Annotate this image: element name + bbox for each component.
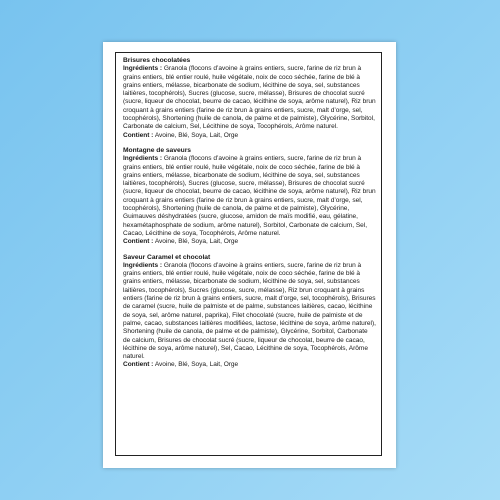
contains-text: Avoine, Blé, Soya, Lait, Orge [154, 361, 239, 369]
contains-label: Contient : [123, 238, 154, 246]
contains-text: Avoine, Blé, Soya, Lait, Orge [154, 131, 239, 139]
ingredients-text: Granola (flocons d’avoine à grains entiers, sucre, farine de riz brun à grains entiers, blé entier roulé, huile végétale, noix de coco séchée, farine de blé à grains entiers, mélasse, bicarbonate de sodium, lécithine de soya, sel, substances laitières, tocophérols), Sucres (glucose, sucre, mélasse), Brisures de chocolat sucré (sucre, liqueur de chocolat, beurre de cacao, lécithine de soya, arôme naturel), Riz brun croquant à grains entiers (farine de riz brun à grains entiers, sucre, malt d’orge, sel, tocophérols), Shortening (huile de canola, de palme et de palmiste), Glycérine, Sorbitol, Carbonate de calcium, Sel, Lécithine de soya, Tocophérols, Arôme naturel. [123, 65, 376, 131]
section-caramel-chocolat [123, 254, 376, 370]
label-card [103, 42, 396, 468]
section-montagne-de-saveurs [123, 147, 376, 247]
ingredients-label: Ingrédients : [123, 65, 163, 73]
ingredients-label: Ingrédients : [123, 155, 163, 163]
ingredients-paragraph [123, 155, 376, 238]
contains-paragraph [123, 238, 376, 246]
section-title: Montagne de saveurs [123, 146, 192, 154]
contains-paragraph [123, 132, 376, 140]
ingredients-label-box [115, 52, 382, 456]
contains-label: Contient : [123, 131, 154, 139]
section-title: Saveur Caramel et chocolat [123, 253, 211, 261]
ingredients-paragraph [123, 65, 376, 131]
ingredients-text: Granola (flocons d’avoine à grains entiers, sucre, farine de riz brun à grains entiers, blé entier roulé, huile végétale, noix de coco séchée, farine de blé à grains entiers, mélasse, bicarbonate de sodium, lécithine de soya, sel, substances laitières, tocophérols), Sucres (glucose, sucre, mélasse), Riz brun croquant à grains entiers (farine de riz brun à grains entiers, sucre, malt d’orge, sel, tocophérols), Brisures de caramel (sucre, huile de palmiste et de palme, substances laitières, cacao, lécithine de soya, sel, arôme naturel, paprika), Filet chocolaté (sucre, huile de palmiste et de palme, cacao, substances laitières modifiées, lactose, lécithine de soya, arôme naturel), Shortening (huile de canola, de palme et de palmiste), Glycérine, Sorbitol, Carbonate de calcium, Brisures de chocolat sucré (sucre, liqueur de chocolat, beurre de cacao, lécithine de soya, arôme naturel), Sel, Cacao, Lécithine de soya, Tocophérols, Arôme naturel. [123, 261, 376, 361]
section-title: Brisures chocolatées [123, 57, 191, 64]
contains-paragraph [123, 361, 376, 369]
ingredients-text: Granola (flocons d’avoine à grains entiers, sucre, farine de riz brun à grains entiers, blé entier roulé, huile végétale, noix de coco séchée, farine de blé à grains entiers, mélasse, bicarbonate de sodium, lécithine de soya, sel, substances laitières, tocophérols), Sucres (glucose, sucre, mélasse), Brisures de chocolat sucré (sucre, liqueur de chocolat, beurre de cacao, lécithine de soya, arôme naturel), Riz brun croquant à grains entiers (farine de riz brun à grains entiers, sucre, malt d’orge, sel, tocophérols), Shortening (huile de canola, de palme et de palmiste), Glycérine, Guimauves déshydratées (sucre, glucose, amidon de maïs modifié, eau, gélatine, hexamétaphosphate de sodium, arôme naturel), Sorbitol, Carbonate de calcium, Sel, Cacao, Lécithine de soya, Tocophérols, Arôme naturel. [123, 155, 376, 237]
section-brisures-chocolatees [123, 57, 376, 140]
ingredients-label: Ingrédients : [123, 261, 163, 269]
ingredients-paragraph [123, 262, 376, 362]
contains-label: Contient : [123, 361, 154, 369]
contains-text: Avoine, Blé, Soya, Lait, Orge [154, 238, 239, 246]
